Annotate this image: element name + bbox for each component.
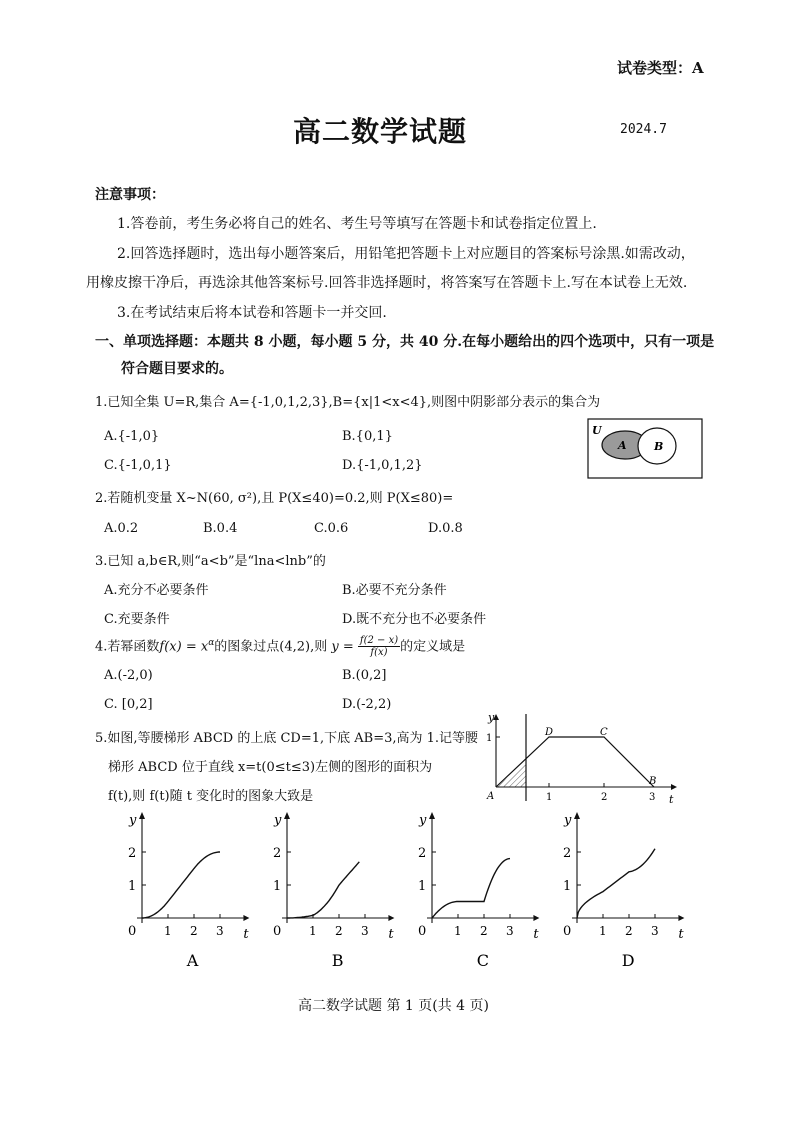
graph-y-label: y — [274, 813, 282, 828]
fig-t-label: t — [669, 793, 674, 805]
graph-tick-x-label: 3 — [651, 924, 659, 938]
graph-origin-label: 0 — [418, 924, 427, 939]
q2-option-a: A.0.2 — [104, 521, 139, 536]
q4-option-c: C. [0,2] — [104, 697, 153, 712]
graph-tick-x-label: 1 — [164, 924, 172, 938]
graph-y-label: y — [419, 813, 427, 828]
graph-origin-label: 0 — [563, 924, 572, 939]
q4-stem-mid: 的图象过点(4,2),则 — [214, 639, 328, 655]
q4-option-d: D.(-2,2) — [342, 697, 392, 712]
fig-x1-label: 1 — [546, 792, 553, 803]
q3-option-d: D.既不充分也不必要条件 — [342, 612, 487, 627]
q4-func: f(x) = x — [159, 639, 209, 655]
page-footer: 高二数学试题 第 1 页(共 4 页) — [298, 998, 489, 1014]
graph-y-label: y — [564, 813, 572, 828]
q1-option-b: B.{0,1} — [342, 429, 393, 444]
section-heading-line-1: 一、单项选择题：本题共 8 小题，每小题 5 分，共 40 分.在每小题给出的四个选项中，只有一项是 — [95, 334, 715, 350]
graph-tick-x-label: 2 — [480, 924, 488, 938]
q3-option-a: A.充分不必要条件 — [104, 583, 209, 598]
q5-line-3: f(t),则 f(t)随 t 变化时的图象大致是 — [108, 789, 314, 804]
venn-diagram — [587, 418, 703, 479]
q4-option-a: A.(-2,0) — [104, 668, 153, 683]
q3-option-c: C.充要条件 — [104, 612, 170, 627]
graph-t-label: t — [678, 927, 684, 942]
q4-frac-num: f(2 − x) — [359, 635, 399, 647]
t-axis-arrow — [533, 915, 539, 921]
graph-option-a — [120, 806, 255, 976]
fig-label-a: A — [487, 791, 495, 802]
graph-tick-x-label: 2 — [335, 924, 343, 938]
graph-tick-y-label: 1 — [128, 879, 137, 894]
graph-tick-y-label: 2 — [128, 846, 137, 861]
graph-origin-label: 0 — [128, 924, 137, 939]
fig-y-label: y — [488, 711, 495, 724]
fig-x2-label: 2 — [601, 792, 608, 803]
graph-tick-y-label: 2 — [418, 846, 427, 861]
notice-item-3: 3.在考试结束后将本试卷和答题卡一并交回. — [117, 305, 387, 321]
y-axis-arrow — [574, 812, 580, 819]
graph-tick-x-label: 3 — [506, 924, 514, 938]
venn-label-a: A — [618, 439, 627, 452]
q4-y-eq: y = — [331, 639, 354, 655]
graph-tick-x-label: 1 — [599, 924, 607, 938]
y-axis-arrow — [429, 812, 435, 819]
graph-option-b — [265, 806, 400, 976]
exam-date: 2024.7 — [620, 122, 667, 137]
q2-option-d: D.0.8 — [428, 521, 463, 536]
graph-origin-label: 0 — [273, 924, 282, 939]
q4-func-exp: α — [208, 638, 215, 648]
notice-item-1: 1.答卷前，考生务必将自己的姓名、考生号等填写在答题卡和试卷指定位置上. — [117, 216, 597, 232]
fig-label-b: B — [649, 776, 657, 787]
graph-tick-x-label: 3 — [216, 924, 224, 938]
page-title: 高二数学试题 — [293, 115, 468, 148]
graph-tick-x-label: 3 — [361, 924, 369, 938]
graph-tick-y-label: 1 — [418, 879, 427, 894]
graph-option-label: B — [331, 951, 344, 970]
graph-tick-x-label: 2 — [190, 924, 198, 938]
paper-type: 试卷类型：A — [617, 59, 704, 77]
graph-t-label: t — [388, 927, 394, 942]
y-axis-arrow — [284, 812, 290, 819]
graph-curve — [577, 849, 655, 918]
q4-option-b: B.(0,2] — [342, 668, 387, 683]
section-heading-line-2: 符合题目要求的。 — [121, 361, 233, 377]
q3-stem: 3.已知 a,b∈R,则“a<b”是“lna<lnb”的 — [95, 554, 326, 569]
q3-option-b: B.必要不充分条件 — [342, 583, 447, 598]
q4-stem-pre: 4.若幂函数 — [95, 639, 160, 655]
q1-stem: 1.已知全集 U=R,集合 A={-1,0,1,2,3},B={x|1<x<4},则图中阴影部分表示的集合为 — [95, 395, 601, 410]
graph-tick-y-label: 2 — [563, 846, 572, 861]
q2-stem: 2.若随机变量 X~N(60, σ²),且 P(X≤40)=0.2,则 P(X≤80)= — [95, 491, 454, 506]
graph-t-label: t — [243, 927, 249, 942]
venn-label-u: U — [592, 424, 602, 437]
graph-option-label: C — [476, 951, 489, 970]
graph-tick-x-label: 1 — [454, 924, 462, 938]
q4-frac-den: f(x) — [370, 647, 388, 659]
graph-option-label: D — [621, 951, 635, 970]
graph-curve — [287, 862, 359, 918]
q1-option-d: D.{-1,0,1,2} — [342, 458, 423, 473]
venn-label-b: B — [654, 440, 664, 453]
q5-line-2: 梯形 ABCD 位于直线 x=t(0≤t≤3)左侧的图形的面积为 — [108, 760, 433, 775]
q4-stem-post: 的定义域是 — [400, 639, 466, 655]
trapezoid-figure — [483, 711, 683, 805]
y-axis-arrow — [139, 812, 145, 819]
graph-option-label: A — [186, 951, 199, 970]
notice-heading: 注意事项： — [95, 187, 165, 203]
fig-label-d: D — [545, 727, 554, 738]
fig-y1-label: 1 — [486, 733, 493, 744]
graph-tick-y-label: 2 — [273, 846, 282, 861]
fig-x3-label: 3 — [649, 792, 656, 803]
t-axis-arrow — [678, 915, 684, 921]
graph-option-d — [555, 806, 695, 976]
q5-answer-graphs — [120, 806, 720, 976]
q5-line-1: 5.如图,等腰梯形 ABCD 的上底 CD=1,下底 AB=3,高为 1.记等腰 — [95, 731, 479, 746]
graph-t-label: t — [533, 927, 539, 942]
q2-option-c: C.0.6 — [314, 521, 349, 536]
graph-tick-y-label: 1 — [563, 879, 572, 894]
t-axis-arrow — [671, 784, 677, 790]
graph-curve — [142, 852, 220, 918]
fig-label-c: C — [600, 727, 608, 738]
notice-item-2-line-2: 用橡皮擦干净后，再选涂其他答案标号.回答非选择题时，将答案写在答题卡上.写在本试卷上无效. — [86, 275, 688, 291]
q4-stem — [95, 631, 465, 659]
notice-item-2-line-1: 2.回答选择题时，选出每小题答案后，用铅笔把答题卡上对应题目的答案标号涂黑.如需改动， — [117, 246, 695, 262]
graph-curve — [432, 859, 510, 918]
graph-tick-y-label: 1 — [273, 879, 282, 894]
graph-option-c — [410, 806, 545, 976]
q4-fraction — [358, 635, 400, 658]
q1-option-c: C.{-1,0,1} — [104, 458, 172, 473]
q2-option-b: B.0.4 — [203, 521, 238, 536]
graph-tick-x-label: 2 — [625, 924, 633, 938]
q1-option-a: A.{-1,0} — [104, 429, 160, 444]
graph-y-label: y — [129, 813, 137, 828]
graph-tick-x-label: 1 — [309, 924, 317, 938]
t-axis-arrow — [243, 915, 249, 921]
t-axis-arrow — [388, 915, 394, 921]
